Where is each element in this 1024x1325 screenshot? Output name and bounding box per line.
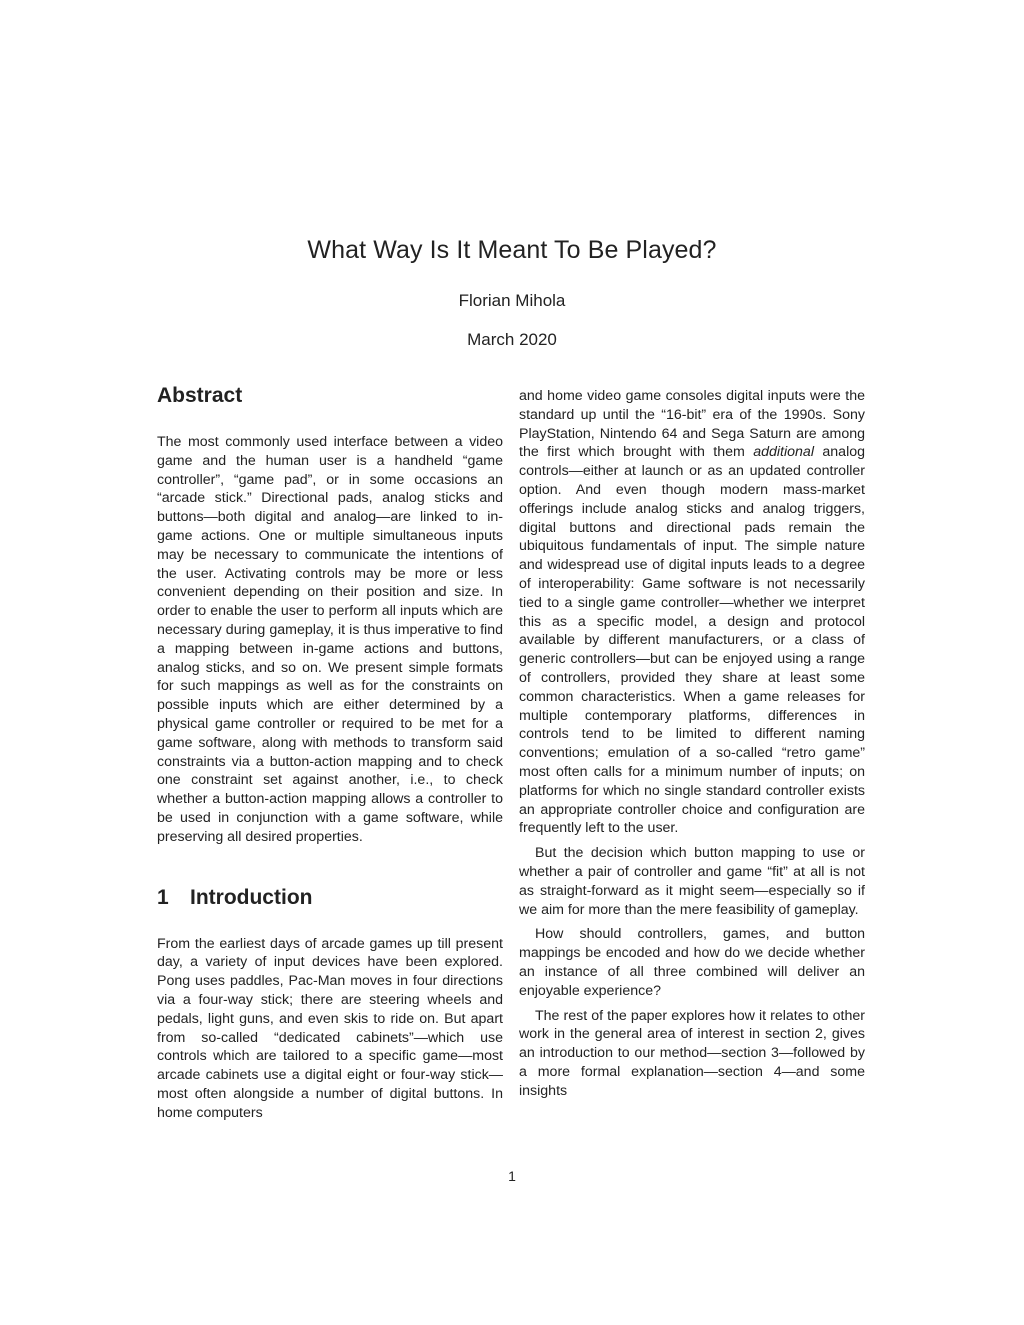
right-column bbox=[519, 387, 865, 1100]
intro-text-part-b: analog controls—either at launch or as an updated controller option. And even though modern mass-market offerings include analog sticks and analog triggers, digital buttons and directional pads remain the ubiquitous fundamentals of input. The simple nature and widespread use of digital inputs leads to a degree of interoperability: Game software is not necessarily tied to a single game controller—whether we interpret this as a specific model, a design and protocol available by different manufacturers, or a class of generic controllers—but can be enjoyed using a range of controllers, provided they share at least some common characteristics. When a game releases for multiple contemporary platforms, differences in controls tend to be limited to different naming conventions; emulation of a so-called “retro game” most often calls for a minimum number of inputs; on platforms for which no single standard controller exists an appropriate controller choice and configuration are frequently left to the user. bbox=[519, 444, 866, 837]
intro-text-part-a: and home video game consoles digital inputs were the standard up until the “16-bit” era of the 1990s. Sony PlayStation, Nintendo 64 and Sega Saturn are among the first which brought with them bbox=[519, 388, 865, 461]
abstract-heading: Abstract bbox=[157, 384, 243, 407]
intro-paragraph-3: How should controllers, games, and button mappings be encoded and how do we decide whether an instance of all three combined will deliver an enjoyable experience? bbox=[519, 926, 865, 999]
author-name: Florian Mihola bbox=[458, 291, 566, 310]
intro-paragraph-4: The rest of the paper explores how it relates to other work in the general area of interest in section 2, gives an introduction to our method—section 3—followed by a more formal explanation—section 4—and some insights bbox=[519, 1007, 865, 1099]
section-title: Introduction bbox=[190, 885, 313, 909]
abstract-text: The most commonly used interface between a video game and the human user is a handheld “game controller”, “game pad”, or in some occasions an “arcade stick.” Directional pads, analog sticks and buttons—both digital and analog—are linked to in-game actions. One or multiple simultaneous inputs may be necessary to communicate the intentions of the user. Activating controls may be more or less convenient depending on their position and size. In order to enable the user to perform all inputs which are necessary during gameplay, it is thus imperative to find a mapping between in-game actions and buttons, analog sticks, and so on. We present simple formats for such mappings as well as for the constraints on possible inputs which are either determined by a physical game controller or required to be met for a game software, along with methods to transform said constraints via a button-action mapping and to check one constraint set against another, i.e., to check whether a button-action mapping allows a controller to be used in conjunction with a game software, while preserving all desired properties. bbox=[157, 434, 503, 845]
paper-title: What Way Is It Meant To Be Played? bbox=[307, 236, 717, 264]
intro-paragraph-1-continued bbox=[519, 387, 865, 838]
section-number: 1 bbox=[157, 885, 169, 909]
section-heading-introduction bbox=[157, 885, 503, 911]
emphasized-word: additional bbox=[753, 444, 814, 461]
left-column bbox=[157, 378, 503, 1123]
intro-paragraph-2: But the decision which button mapping to use or whether a pair of controller and game “fit” at all is not as straight-forward as it might seem—especially so if we aim for more than the mere feasibility of gameplay. bbox=[519, 845, 865, 918]
publication-date: March 2020 bbox=[467, 330, 557, 349]
page-number: 1 bbox=[508, 1168, 516, 1184]
intro-paragraph-1: From the earliest days of arcade games up till present day, a variety of input devices have been explored. Pong uses paddles, Pac-Man moves in four directions via a four-way stick; there are steering wheels and pedals, light guns, and even skis to ride on. But apart from so-called “dedicated cabinets”—which use controls which are tailored to a specific game—most arcade cabinets use a digital eight or four-way stick—most often alongside a number of digital buttons. In home computers bbox=[157, 935, 503, 1121]
